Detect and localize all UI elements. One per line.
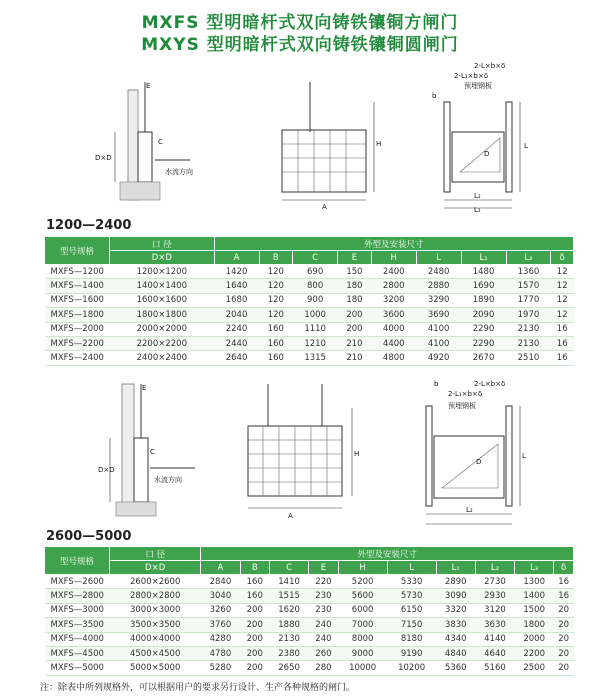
value-cell: 1410: [269, 575, 308, 589]
value-cell: 20: [554, 603, 574, 617]
value-cell: 4400: [371, 336, 416, 350]
table-row: [45, 293, 574, 307]
value-cell: 120: [259, 265, 293, 279]
value-cell: 3040: [201, 589, 240, 603]
value-cell: 180: [338, 293, 372, 307]
value-cell: 12: [551, 308, 574, 322]
model-cell: MXFS—1200: [45, 265, 110, 279]
table-row: [45, 618, 574, 632]
value-cell: 1770: [506, 293, 551, 307]
value-cell: 1360: [506, 265, 551, 279]
value-cell: 4640: [475, 646, 514, 660]
value-cell: 4140: [475, 632, 514, 646]
value-cell: 1210: [293, 336, 338, 350]
value-cell: 3290: [416, 293, 461, 307]
label-c: C: [158, 138, 163, 146]
label-l: L: [524, 142, 528, 150]
value-cell: 260: [309, 646, 338, 660]
header-col: L: [416, 251, 461, 265]
spec-table-2: [44, 546, 574, 676]
model-cell: MXFS—2800: [45, 589, 110, 603]
value-cell: 16: [551, 322, 574, 336]
value-cell: 5280: [201, 661, 240, 675]
header-bore: 口 径: [110, 237, 215, 251]
value-cell: 4280: [201, 632, 240, 646]
value-cell: 150: [338, 265, 372, 279]
value-cell: 200: [240, 646, 269, 660]
header-col: A: [214, 251, 259, 265]
model-cell: MXFS—3500: [45, 618, 110, 632]
value-cell: 7000: [338, 618, 387, 632]
value-cell: 5330: [387, 575, 436, 589]
value-cell: 3200: [371, 293, 416, 307]
value-cell: 2800×2800: [110, 589, 201, 603]
value-cell: 4100: [416, 336, 461, 350]
value-cell: 2130: [506, 336, 551, 350]
value-cell: 220: [309, 575, 338, 589]
value-cell: 7150: [387, 618, 436, 632]
header-col: E: [338, 251, 372, 265]
value-cell: 120: [259, 308, 293, 322]
range-label-1: 1200—2400: [46, 218, 132, 233]
value-cell: 2840: [201, 575, 240, 589]
header-dd: D×D: [110, 561, 201, 575]
label-a: A: [322, 203, 327, 211]
header-col: δ: [554, 561, 574, 575]
value-cell: 2880: [416, 279, 461, 293]
value-cell: 4100: [416, 322, 461, 336]
value-cell: 200: [240, 603, 269, 617]
value-cell: 5200: [338, 575, 387, 589]
label-bolt1-2: 2-L×b×δ: [474, 380, 506, 388]
value-cell: 200: [240, 632, 269, 646]
value-cell: 2380: [269, 646, 308, 660]
label-d: D: [484, 150, 490, 158]
value-cell: 3760: [201, 618, 240, 632]
value-cell: 16: [551, 351, 574, 365]
value-cell: 1600×1600: [110, 293, 215, 307]
table-row: [45, 336, 574, 350]
value-cell: 1620: [269, 603, 308, 617]
value-cell: 2290: [461, 322, 506, 336]
value-cell: 1315: [293, 351, 338, 365]
header-dims: 外型及安装尺寸: [214, 237, 573, 251]
value-cell: 20: [554, 646, 574, 660]
value-cell: 3000×3000: [110, 603, 201, 617]
label-h: H: [376, 140, 382, 148]
model-cell: MXFS—2200: [45, 336, 110, 350]
table-row: [45, 279, 574, 293]
header-col: B: [240, 561, 269, 575]
value-cell: 1800: [515, 618, 554, 632]
value-cell: 6150: [387, 603, 436, 617]
value-cell: 4800: [371, 351, 416, 365]
value-cell: 5160: [475, 661, 514, 675]
value-cell: 2200×2200: [110, 336, 215, 350]
side-view-drawing-2: [100, 378, 220, 528]
value-cell: 2400×2400: [110, 351, 215, 365]
label-d-2: D: [476, 458, 482, 466]
table-row: [45, 322, 574, 336]
value-cell: 9190: [387, 646, 436, 660]
value-cell: 2890: [436, 575, 475, 589]
value-cell: 160: [259, 351, 293, 365]
value-cell: 160: [259, 336, 293, 350]
side-view-drawing-1: [80, 82, 240, 212]
value-cell: 280: [309, 661, 338, 675]
label-e-2: E: [142, 384, 147, 392]
label-flow-2: 水流方向: [154, 476, 182, 484]
value-cell: 180: [338, 279, 372, 293]
value-cell: 2650: [269, 661, 308, 675]
value-cell: 3630: [475, 618, 514, 632]
value-cell: 2600×2600: [110, 575, 201, 589]
table-row: [45, 603, 574, 617]
value-cell: 10200: [387, 661, 436, 675]
model-cell: MXFS—2400: [45, 351, 110, 365]
value-cell: 2040: [214, 308, 259, 322]
label-b: b: [432, 92, 437, 100]
model-cell: MXFS—2600: [45, 575, 110, 589]
value-cell: 1970: [506, 308, 551, 322]
header-dims: 外型及安装尺寸: [201, 547, 574, 561]
value-cell: 1890: [461, 293, 506, 307]
value-cell: 2440: [214, 336, 259, 350]
value-cell: 1000: [293, 308, 338, 322]
label-l1: L₁: [474, 206, 481, 214]
header-bore: 口 径: [110, 547, 201, 561]
value-cell: 20: [554, 618, 574, 632]
header-col: L₁: [461, 251, 506, 265]
model-cell: MXFS—2000: [45, 322, 110, 336]
value-cell: 8180: [387, 632, 436, 646]
header-col: B: [259, 251, 293, 265]
value-cell: 4840: [436, 646, 475, 660]
value-cell: 1880: [269, 618, 308, 632]
header-col: L₂: [475, 561, 514, 575]
label-h-2: H: [354, 450, 360, 458]
value-cell: 16: [554, 589, 574, 603]
header-dd: D×D: [110, 251, 215, 265]
value-cell: 690: [293, 265, 338, 279]
value-cell: 4500×4500: [110, 646, 201, 660]
value-cell: 240: [309, 632, 338, 646]
table-row: [45, 575, 574, 589]
value-cell: 2130: [269, 632, 308, 646]
value-cell: 5360: [436, 661, 475, 675]
header-col: H: [338, 561, 387, 575]
label-flow: 水流方向: [165, 168, 193, 176]
model-cell: MXFS—1400: [45, 279, 110, 293]
label-l-2: L: [522, 452, 526, 460]
label-l2: L₂: [474, 192, 481, 200]
header-model: 型号规格: [45, 237, 110, 265]
label-b-2: b: [434, 380, 439, 388]
value-cell: 900: [293, 293, 338, 307]
value-cell: 1400×1400: [110, 279, 215, 293]
value-cell: 1680: [214, 293, 259, 307]
table-row: [45, 589, 574, 603]
header-col: L₂: [506, 251, 551, 265]
value-cell: 230: [309, 589, 338, 603]
install-drawing-2: [418, 378, 538, 528]
value-cell: 160: [240, 589, 269, 603]
value-cell: 3120: [475, 603, 514, 617]
value-cell: 1690: [461, 279, 506, 293]
value-cell: 3600: [371, 308, 416, 322]
value-cell: 1570: [506, 279, 551, 293]
value-cell: 2090: [461, 308, 506, 322]
header-col: L: [387, 561, 436, 575]
value-cell: 1200×1200: [110, 265, 215, 279]
value-cell: 2930: [475, 589, 514, 603]
value-cell: 16: [554, 575, 574, 589]
value-cell: 10000: [338, 661, 387, 675]
value-cell: 3830: [436, 618, 475, 632]
value-cell: 3500×3500: [110, 618, 201, 632]
value-cell: 12: [551, 265, 574, 279]
label-e: E: [146, 82, 151, 90]
table-row: [45, 351, 574, 365]
value-cell: 2000×2000: [110, 322, 215, 336]
value-cell: 240: [309, 618, 338, 632]
label-bolt2-2: 2-L₁×b×δ: [448, 390, 483, 398]
model-cell: MXFS—4500: [45, 646, 110, 660]
model-cell: MXFS—1800: [45, 308, 110, 322]
value-cell: 1640: [214, 279, 259, 293]
value-cell: 1420: [214, 265, 259, 279]
value-cell: 2510: [506, 351, 551, 365]
value-cell: 6000: [338, 603, 387, 617]
value-cell: 4000: [371, 322, 416, 336]
value-cell: 2730: [475, 575, 514, 589]
value-cell: 210: [338, 351, 372, 365]
value-cell: 2400: [371, 265, 416, 279]
header-col: E: [309, 561, 338, 575]
value-cell: 200: [240, 618, 269, 632]
value-cell: 800: [293, 279, 338, 293]
model-cell: MXFS—3000: [45, 603, 110, 617]
header-col: C: [293, 251, 338, 265]
table-row: [45, 661, 574, 675]
value-cell: 5600: [338, 589, 387, 603]
value-cell: 1400: [515, 589, 554, 603]
model-cell: MXFS—5000: [45, 661, 110, 675]
value-cell: 1500: [515, 603, 554, 617]
header-col: H: [371, 251, 416, 265]
value-cell: 2240: [214, 322, 259, 336]
value-cell: 200: [240, 661, 269, 675]
label-embed-2: 预埋钢板: [448, 402, 476, 410]
value-cell: 210: [338, 336, 372, 350]
header-col: δ: [551, 251, 574, 265]
value-cell: 2200: [515, 646, 554, 660]
value-cell: 4920: [416, 351, 461, 365]
label-l2-2: L₂: [466, 506, 473, 514]
value-cell: 1110: [293, 322, 338, 336]
header-col: A: [201, 561, 240, 575]
label-a-2: A: [288, 512, 293, 520]
value-cell: 3690: [416, 308, 461, 322]
value-cell: 20: [554, 661, 574, 675]
value-cell: 9000: [338, 646, 387, 660]
table-row: [45, 308, 574, 322]
table-row: [45, 632, 574, 646]
value-cell: 1800×1800: [110, 308, 215, 322]
value-cell: 2000: [515, 632, 554, 646]
value-cell: 3090: [436, 589, 475, 603]
value-cell: 16: [551, 336, 574, 350]
value-cell: 5730: [387, 589, 436, 603]
value-cell: 2130: [506, 322, 551, 336]
spec-table-1: [44, 236, 574, 366]
front-view-drawing-1: [270, 82, 390, 212]
header-col: C: [269, 561, 308, 575]
value-cell: 2670: [461, 351, 506, 365]
value-cell: 4340: [436, 632, 475, 646]
value-cell: 4000×4000: [110, 632, 201, 646]
value-cell: 230: [309, 603, 338, 617]
label-c-2: C: [150, 448, 155, 456]
label-dd-2: D×D: [98, 466, 115, 474]
value-cell: 200: [338, 308, 372, 322]
value-cell: 1480: [461, 265, 506, 279]
front-view-drawing-2: [240, 378, 370, 528]
table-row: [45, 265, 574, 279]
value-cell: 1300: [515, 575, 554, 589]
value-cell: 160: [240, 575, 269, 589]
label-embed: 预埋钢板: [464, 82, 492, 90]
value-cell: 2480: [416, 265, 461, 279]
header-col: L₁: [436, 561, 475, 575]
value-cell: 12: [551, 279, 574, 293]
model-cell: MXFS—4000: [45, 632, 110, 646]
value-cell: 2290: [461, 336, 506, 350]
table-row: [45, 646, 574, 660]
range-label-2: 2600—5000: [46, 529, 132, 544]
label-bolt1: 2-L×b×δ: [474, 62, 506, 70]
value-cell: 120: [259, 293, 293, 307]
footnote: 注：除表中所列规格外，可以根据用户的要求另行设计、生产各种规格的闸门。: [40, 683, 356, 693]
value-cell: 5000×5000: [110, 661, 201, 675]
value-cell: 2500: [515, 661, 554, 675]
label-bolt2: 2-L₁×b×δ: [454, 72, 489, 80]
value-cell: 12: [551, 293, 574, 307]
title-square-gate: MXFS 型明暗杆式双向铸铁镶铜方闸门: [141, 13, 459, 33]
value-cell: 2640: [214, 351, 259, 365]
title-round-gate: MXYS 型明暗杆式双向铸铁镶铜圆闸门: [141, 35, 459, 55]
value-cell: 1515: [269, 589, 308, 603]
header-model: 型号规格: [45, 547, 110, 575]
value-cell: 120: [259, 279, 293, 293]
value-cell: 20: [554, 632, 574, 646]
label-dd: D×D: [95, 154, 112, 162]
value-cell: 3320: [436, 603, 475, 617]
value-cell: 2800: [371, 279, 416, 293]
model-cell: MXFS—1600: [45, 293, 110, 307]
value-cell: 3260: [201, 603, 240, 617]
value-cell: 4780: [201, 646, 240, 660]
header-col: L₃: [515, 561, 554, 575]
value-cell: 160: [259, 322, 293, 336]
install-drawing-1: [430, 62, 550, 212]
value-cell: 200: [338, 322, 372, 336]
value-cell: 8000: [338, 632, 387, 646]
